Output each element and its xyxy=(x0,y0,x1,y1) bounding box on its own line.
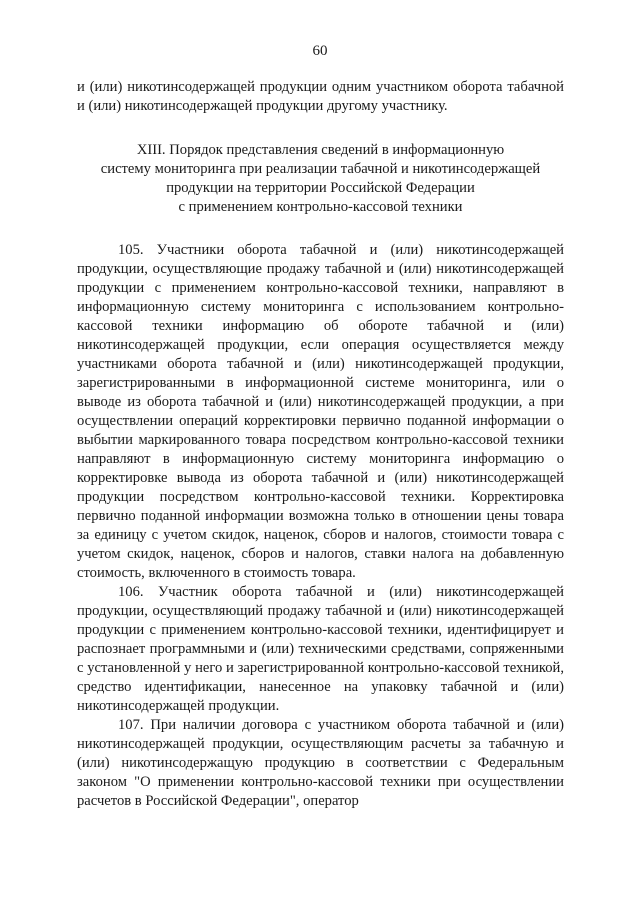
paragraph-106: 106. Участник оборота табачной и (или) никотинсодержащей продукции, осуществляющий продажу табачной и (или) никотинсодержащей продукции с применением контрольно-кассовой техники, идентифицирует и распознает программными и (или) техническими средствами, сопряженными с установленной у него и зарегистрированной контрольно-кассовой техникой, средство идентификации, нанесенное на упаковку табачной и (или) никотинсодержащей продукции. xyxy=(77,584,564,714)
page-content xyxy=(77,78,564,811)
paragraph-107: 107. При наличии договора с участником оборота табачной и (или) никотинсодержащей продукции, осуществляющим расчеты за табачную и (или) никотинсодержащую продукцию в соответствии с Федеральным законом "О применении контрольно-кассовой техники при осуществлении расчетов в Российской Федерации", оператор xyxy=(77,717,564,809)
continuation-paragraph: и (или) никотинсодержащей продукции одним участником оборота табачной и (или) никотинсодержащей продукции другому участнику. xyxy=(77,79,564,114)
section-heading-line: с применением контрольно-кассовой техники xyxy=(178,199,463,215)
section-heading-line: систему мониторинга при реализации табачной и никотинсодержащей xyxy=(100,161,541,177)
section-heading-line: продукции на территории Российской Федерации xyxy=(166,180,475,196)
section-heading-line: XIII. Порядок представления сведений в информационную xyxy=(136,142,505,158)
section-heading xyxy=(77,141,564,217)
page-number: 60 xyxy=(312,43,328,59)
paragraph-105: 105. Участники оборота табачной и (или) никотинсодержащей продукции, осуществляющие продажу табачной и (или) никотинсодержащей продукции с применением контрольно-кассовой техники, направляют в информационную систему мониторинга с использованием контрольно-кассовой техники информацию об обороте табачной и (или) никотинсодержащей продукции, если операция осуществляется между участниками оборота табачной и (или) никотинсодержащей продукции, зарегистрированными в информационной системе мониторинга, или о выводе из оборота табачной и (или) никотинсодержащей продукции, а при осуществлении операций корректировки первично поданной информации о выбытии маркированного товара посредством контрольно-кассовой техники направляют в информационную систему мониторинга информацию о корректировке вывода из оборота табачной и (или) никотинсодержащей продукции посредством контрольно-кассовой техники. Корректировка первично поданной информации возможна только в отношении цены товара за единицу с учетом скидок, наценок, сборов и налогов, стоимости товара с учетом скидок, наценок, сборов и налогов, ставки налога на добавленную стоимость, включенного в стоимость товара. xyxy=(77,242,564,581)
